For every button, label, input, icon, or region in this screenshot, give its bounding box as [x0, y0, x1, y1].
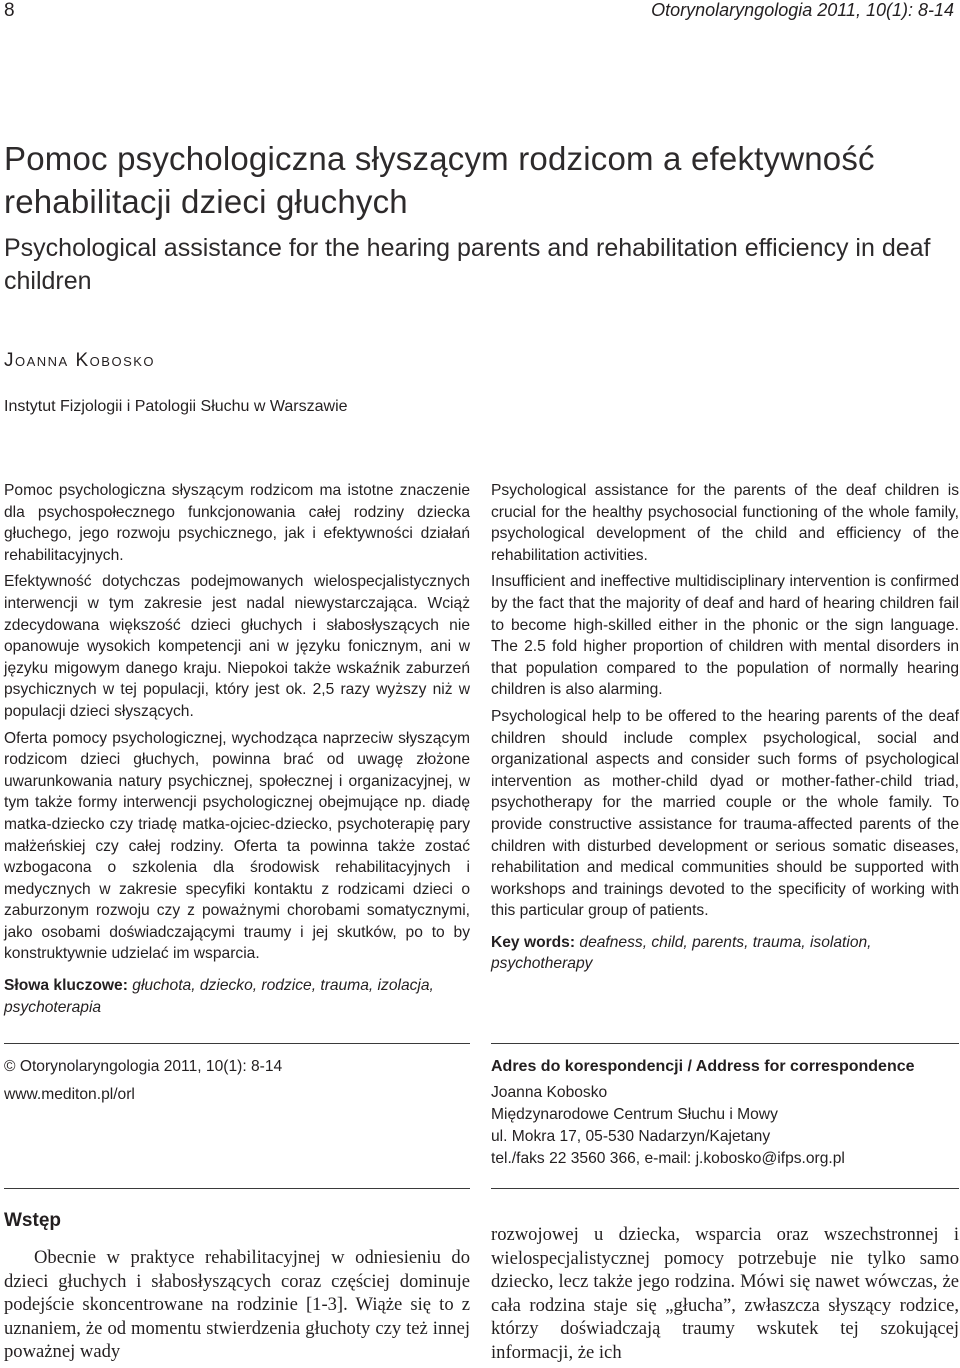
keywords-label: Słowa kluczowe:: [4, 977, 128, 995]
address-title: Adres do korespondencji / Address for correspondence: [491, 1058, 915, 1075]
address-line: Międzynarodowe Centrum Słuchu i Mowy: [491, 1106, 778, 1123]
abstract-paragraph: Insufficient and ineffective multidisciplinary intervention is confirmed by the fact that the majority of deaf and hard of hearing children fail to become high-skilled either in the phonic or the sign language. The 2.5 fold higher proportion of children with mental disorders in that population compared to the population of normally hearing children is also alarming.: [491, 573, 959, 699]
abstract-paragraph: Psychological help to be offered to the hearing parents of the deaf children should include complex psychological, social and organizational aspects and consider such forms of psychological intervention as mother-child dyad or mother-father-child triad, psychotherapy for the married couple or the whole family. To provide constructive assistance for trauma-affected parents of the children with disturbed development or serious somatic diseases, rehabilitation and medical communities should be supported with workshops and trainings devoted to the specificity of working with this particular group of patients.: [491, 707, 959, 920]
address-line: Joanna Kobosko: [491, 1084, 608, 1101]
abstract-paragraph: Efektywność dotychczas podejmowanych wielospecjalistycznych interwencji w tym zakresie jest nadal niewystarczająca. Wciąż zdecydowana większość dzieci głuchych i słabosłyszących nie opanowuje wysokich kompetencji ani w języku fonicznym, ani w języku migowym danego kraju. Niepokoi także wskaźnik zaburzeń psychicznych w tej populacji, który jest ok. 2,5 razy wyższy niż w populacji dzieci słyszących.: [4, 573, 470, 720]
section-heading: Wstęp: [4, 1210, 61, 1231]
abstract-polish: [4, 480, 470, 1023]
copyright-line: © Otorynolaryngologia 2011, 10(1): 8-14: [4, 1058, 283, 1075]
journal-citation: Otorynolaryngologia 2011, 10(1): 8-14: [651, 0, 954, 20]
divider: [491, 1188, 959, 1189]
intro-text-left: Obecnie w praktyce rehabilitacyjnej w odniesieniu do dzieci głuchych i słabosłyszących coraz częściej dominuje podejście skoncentrowane na rodzinie [1-3]. Wiąże się to z uznaniem, że od momentu stwierdzenia głuchoty czy też innej poważnej wady: [4, 1247, 470, 1363]
keywords: [491, 932, 959, 975]
abstract-english: [491, 480, 959, 980]
author-affiliation: Instytut Fizjologii i Patologii Słuchu w Warszawie: [4, 398, 348, 415]
address-line: ul. Mokra 17, 05-530 Nadarzyn/Kajetany: [491, 1128, 771, 1145]
abstract-paragraph: Pomoc psychologiczna słyszącym rodzicom ma istotne znaczenie dla psychospołecznego funkcjonowania całej rodziny dziecka głuchego, jego rozwoju psychicznego, jak i efektywności działań rehabilitacyjnych.: [4, 482, 470, 564]
address-line: tel./faks 22 3560 366, e-mail: j.kobosko@ifps.org.pl: [491, 1150, 845, 1167]
divider: [491, 1043, 959, 1044]
correspondence-address: [491, 1056, 959, 1170]
article-title-english: Psychological assistance for the hearing parents and rehabilitation efficiency in deaf children: [4, 234, 931, 295]
divider: [4, 1188, 470, 1189]
abstract-paragraph: Psychological assistance for the parents of the deaf children is crucial for the healthy psychosocial functioning of the whole family, psychological development of the child and efficiency of the rehabilitation activities.: [491, 482, 959, 564]
keywords-label: Key words:: [491, 933, 576, 951]
author-name: Joanna Kobosko: [4, 350, 156, 371]
page-number: 8: [4, 0, 15, 21]
keywords-text: głuchota, dziecko, rodzice, trauma, izolacja, psychoterapia: [4, 977, 434, 1016]
keywords-text: deafness, child, parents, trauma, isolation, psychotherapy: [491, 933, 872, 973]
journal-url[interactable]: www.mediton.pl/orl: [4, 1086, 135, 1103]
publication-info: [4, 1056, 470, 1106]
article-title-polish: Pomoc psychologiczna słyszącym rodzicom a efektywność rehabilitacji dzieci głuchych: [4, 140, 875, 220]
intro-text-right: rozwojowej u dziecka, wsparcia oraz wszechstronnej i wielospecjalistycznej pomocy potrzebuje nie tylko samo dziecko, lecz także jego rodzina. Mówi się nawet wówczas, że cała rodzina staje się „głucha”, zwłaszcza słyszący rodzice, którzy doświadczają traumy wskutek tej szokującej informacji, że ich: [491, 1224, 959, 1363]
abstract-paragraph: Oferta pomocy psychologicznej, wychodząca naprzeciw słyszącym rodzicom dzieci głuchych, powinna brać od uwagę złożone uwarunkowania natury psychicznej, społecznej i organizacyjnej, w tym także formy interwencji psychologicznej obejmujące np. diadę matka-dziecko czy triadę matka-ojciec-dziecko, psychoterapię pary małżeńskiej czy całej rodziny. Oferta ta powinna także zostać wzbogacona o szkolenia dla środowisk rehabilitacyjnych i medycznych w zakresie specyfiki kontaktu z rodzicami dzieci o zaburzonym rozwoju czy z poważnymi chorobami somatycznymi, jako osobami doświadczającymi traumy i jej skutków, po to by konstruktywnie udzielać im wsparcia.: [4, 729, 470, 963]
keywords: [4, 975, 470, 1018]
divider: [4, 1043, 470, 1044]
